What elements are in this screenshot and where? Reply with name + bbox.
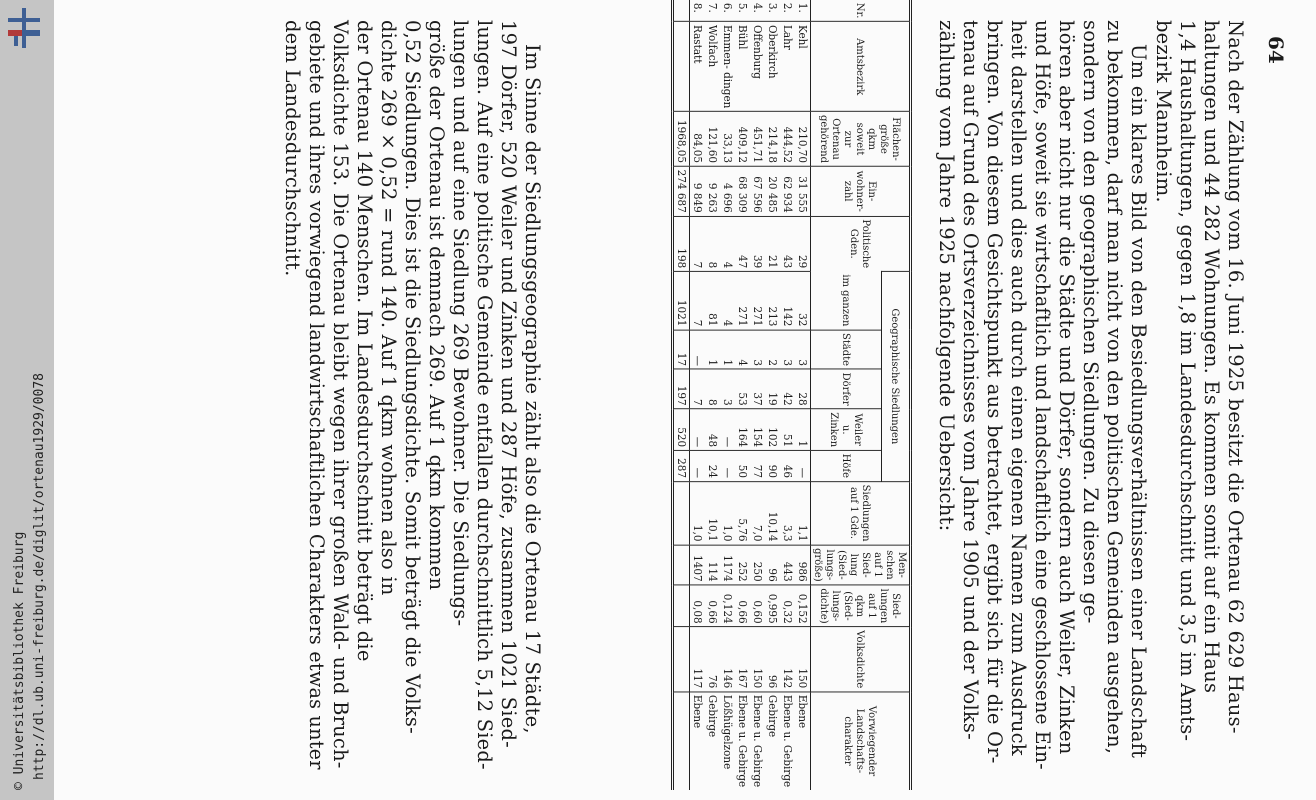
col-header-hoefe: Höfe [811,450,882,481]
paragraph-line: sondern von den geographischen Siedlungen. Zu diesen ge- [1079,20,1102,624]
paragraph-line: zählung vom Jahre 1925 nachfolgende Uebersicht: [935,20,958,532]
page-number: 64 [1264,36,1288,64]
paragraph-line: Nach der Zählung vom 16. Juni 1925 besitzt die Ortenau 62 629 Haus- [1224,20,1247,734]
col-header-doerfer: Dörfer [811,369,882,409]
paragraph-line: 1,4 Haushaltungen, gegen 1,8 im Landesdurchschnitt und 3,5 im Amts- [1176,20,1199,742]
paragraph-line: hören aber nicht nur die Städte und Dörfer, sondern auch Weiler, Zinken [1055,20,1078,755]
paragraph-line: zu bekommen, darf man nicht von den politischen Gemeinden ausgehen, [1103,20,1126,755]
col-header-flaeche: Flächen- größe qkm soweit zur Ortenau gehörend [811,112,911,167]
paragraph-line: bringen. Von diesem Gesichtspunkt aus betrachtet, ergibt sich für die Or- [983,20,1006,764]
table-row: 1. Kehl 210,70 31 555 29 32 3 28 1 — 1,1 986 0,152 150 Ebene [795,0,811,790]
paragraph-line: dichte 269 × 0,52 = rund 140. Auf 1 qkm wohnen also in [377,20,400,596]
table-row: 8. Rastatt 84,05 9 849 7 7 — 7 — — 1,0 1407 0,08 117 Ebene [690,0,706,790]
paragraph-line: 0,52 Siedlungen. Dies ist die Siedlungsdichte. Somit beträgt die Volks- [401,20,424,734]
paragraph-line: dem Landesdurchschnitt. [281,20,304,277]
watermark [0,0,54,800]
paragraph-line: Um ein klares Bild von den Besiedlungsverhältnissen einer Landschaft [1127,44,1150,759]
table-row: 4. Offenburg 451,71 67 596 39 271 3 37 154 77 7,0 250 0,60 150 Ebene u. Gebirge [750,0,765,790]
statistics-table [671,0,912,800]
paragraph-line: heit darstellen und dies auch durch einen eigenen Namen zum Ausdruck [1007,20,1030,756]
paragraph-line: tenau auf Grund des Ortsverzeichnisses vom Jahre 1905 und der Volks- [959,20,982,740]
col-header-geographische: Geographische Siedlungen [881,272,910,482]
col-header-staedte: Städte [811,330,882,370]
table-row: 7. Wolfach 121,60 9 263 8 81 1 8 48 24 10,1 114 0,66 76 Gebirge [705,0,720,790]
page-content [222,0,1302,800]
col-header-nr: Nr. [811,0,911,22]
paragraph-line: lungen. Auf eine politische Gemeinde entfallen durchschnittlich 5,12 Sied- [473,20,496,770]
col-header-charakter: Vorwiegender Landschafts- charakter [811,692,911,790]
table-row: 5. Bühl 409,12 68 309 47 271 4 53 164 50 5,76 252 0,66 167 Ebene u. Gebirge [735,0,750,790]
viewer-sidebar [0,0,54,800]
col-header-menschen: Men- schen auf 1 Sied- lung (Sied- lungs- größe) [811,545,911,585]
paragraph-line: bezirk Mannheim. [1152,20,1175,203]
watermark-url: http://dl.ub.uni-freiburg.de/diglit/ortenau1929/0078 [32,373,47,780]
col-header-amtsbezirk: Amtsbezirk [811,22,911,112]
paragraph-line: Im Sinne der Siedlungsgeographie zählt also die Ortenau 17 Städte, [521,44,544,734]
paragraph-line: gebiete und ihres vorwiegend landwirtschaftlichen Charakters etwas unter [305,20,328,770]
paragraph-line: größe der Ortenau ist demnach 269. Auf 1 qkm kommen [425,20,448,591]
table-row: 3. Oberkirch 214,18 20 485 21 213 2 19 102 90 10,14 96 0,995 96 Gebirge [765,0,780,790]
table-row: 6. Emmen- dingen 33,13 4 696 4 4 1 3 — — 1,0 1174 0,124 146 Lößhügelzone [720,0,735,790]
col-header-einwohner: Ein- wohner- zahl [811,166,911,216]
paragraph-line: 197 Dörfer, 520 Weiler und Zinken und 287 Höfe, zusammen 1021 Sied- [497,20,520,748]
table-sum-row: 1968,05 274 687 198 1021 17 197 520 287 [673,0,690,790]
col-header-volksdichte: Volksdichte [811,627,911,692]
col-header-im-ganzen: im ganzen [811,272,882,330]
document-page [54,0,1316,800]
paragraph-line: Volksdichte 153. Die Ortenau bleibt wegen ihrer großen Wald- und Bruch- [329,20,352,769]
col-header-siedlungsdichte: Sied- lungen auf 1 qkm (Sied- lungs- dichte) [811,585,911,627]
watermark-copyright: © Universitätsbibliothek Freiburg [12,531,27,790]
paragraph-line: haltungen und 44 282 Wohnungen. Es kommen somit auf ein Haus [1200,20,1223,694]
col-header-politische: Politische Gden. [811,216,911,271]
paragraph-line: und Höfe, soweit sie wirtschaftlich und landschaftlich eine geschlossene Ein- [1031,20,1054,770]
paragraph-line: der Ortenau 140 Menschen. Im Landesdurchschnitt beträgt die [353,20,376,662]
col-header-weiler: Weiler u. Zinken [811,409,882,450]
table-row: 2. Lahr 444,52 62 934 43 142 3 42 51 46 3,3 443 0,32 142 Ebene u. Gebirge [780,0,795,790]
col-header-siedlungen-auf: Siedlungen auf 1 Gde. [811,481,911,545]
paragraph-line: lungen und auf eine Siedlung 269 Bewohner. Die Siedlungs- [449,20,472,627]
